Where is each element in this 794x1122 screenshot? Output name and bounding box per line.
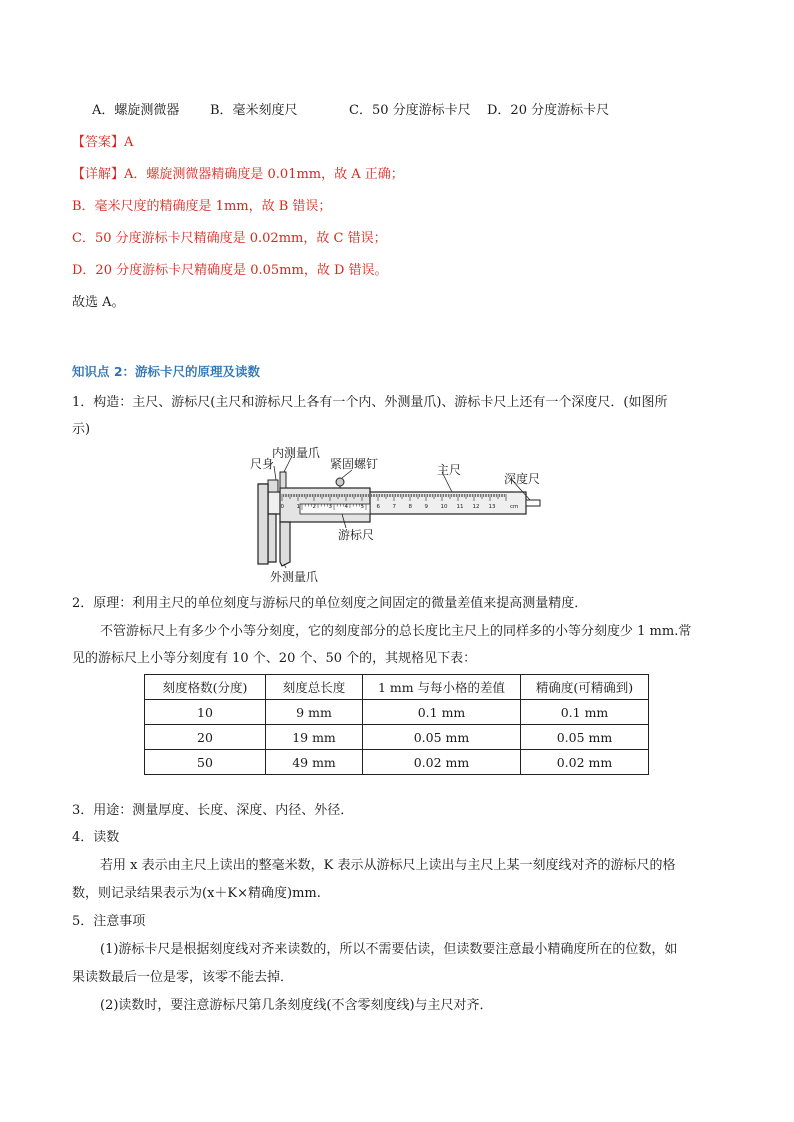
explanation-line-d: D．20 分度游标卡尺精确度是 0.05mm，故 D 错误。 bbox=[72, 263, 388, 278]
table-cell: 19 mm bbox=[266, 725, 363, 750]
explanation-line-a: 【详解】A．螺旋测微器精确度是 0.01mm，故 A 正确； bbox=[72, 167, 404, 182]
item5-line2: 果读数最后一位是零，该零不能去掉． bbox=[72, 970, 294, 985]
item1-line1: 1．构造：主尺、游标尺(主尺和游标尺上各有一个内、外测量爪)、游标卡尺上还有一个深度尺．(如图所 bbox=[72, 395, 668, 410]
main-scale-tick-label: 2 bbox=[312, 504, 316, 510]
item4-title: 4．读数 bbox=[72, 830, 120, 845]
main-scale-tick-label: 4 bbox=[344, 504, 348, 510]
table-cell: 20 bbox=[145, 725, 266, 750]
table-row bbox=[145, 750, 649, 775]
main-scale-tick-label: cm bbox=[510, 504, 519, 510]
label-screw: 紧固螺钉 bbox=[330, 457, 379, 471]
table-cell: 0.02 mm bbox=[521, 750, 649, 775]
main-scale-tick-label: 8 bbox=[408, 504, 412, 510]
inner-jaw-movable bbox=[280, 472, 286, 488]
table-cell: 0.1 mm bbox=[363, 700, 521, 725]
main-scale-tick-label: 11 bbox=[456, 504, 464, 510]
item2-line3: 见的游标尺上小等分刻度有 10 个、20 个、50 个的，其规格见下表： bbox=[72, 651, 477, 666]
section-title: 知识点 2：游标卡尺的原理及读数 bbox=[72, 364, 261, 379]
table-header: 1 mm 与每小格的差值 bbox=[363, 675, 521, 700]
item3-line: 3．用途：测量厚度、长度、深度、内径、外径． bbox=[72, 803, 354, 818]
table-row bbox=[145, 700, 649, 725]
explanation-line-c: C．50 分度游标卡尺精确度是 0.02mm，故 C 错误； bbox=[72, 231, 387, 246]
answer-line: 【答案】A bbox=[72, 135, 134, 150]
table-cell: 9 mm bbox=[266, 700, 363, 725]
label-depth-rod: 深度尺 bbox=[504, 472, 541, 486]
main-scale-tick-label: 9 bbox=[424, 504, 428, 510]
table-cell: 0.1 mm bbox=[521, 700, 649, 725]
main-scale-tick-label: 12 bbox=[472, 504, 480, 510]
table-cell: 50 bbox=[145, 750, 266, 775]
option-b: B．毫米刻度尺 bbox=[210, 103, 298, 118]
vernier-spec-table bbox=[144, 674, 649, 775]
table-cell: 0.05 mm bbox=[521, 725, 649, 750]
depth-rod bbox=[526, 500, 540, 506]
item1-line2: 示) bbox=[72, 422, 91, 437]
table-cell: 0.02 mm bbox=[363, 750, 521, 775]
item4-line2: 数，则记录结果表示为(x＋K×精确度)mm. bbox=[72, 886, 321, 901]
item5-title: 5．注意事项 bbox=[72, 914, 146, 929]
table-header: 刻度总长度 bbox=[266, 675, 363, 700]
table-row bbox=[145, 725, 649, 750]
item5-line1: (1)游标卡尺是根据刻度线对齐来读数的，所以不需要估读，但读数要注意最小精确度所在的位数，如 bbox=[100, 942, 678, 957]
table-header: 刻度格数(分度) bbox=[145, 675, 266, 700]
table-header-row bbox=[145, 675, 649, 700]
main-scale-tick-label: 5 bbox=[360, 504, 364, 510]
label-outer-jaw: 外测量爪 bbox=[270, 570, 319, 584]
outer-jaw-movable bbox=[280, 522, 290, 566]
conclusion-line: 故选 A。 bbox=[72, 295, 125, 310]
table-header: 精确度(可精确到) bbox=[521, 675, 649, 700]
main-scale-tick-label: 13 bbox=[488, 504, 496, 510]
main-scale-tick-label: 10 bbox=[440, 504, 448, 510]
item5-line3: (2)读数时，要注意游标尺第几条刻度线(不含零刻度线)与主尺对齐． bbox=[100, 998, 493, 1013]
explanation-line-b: B．毫米尺度的精确度是 1mm，故 B 错误； bbox=[72, 199, 332, 214]
table-cell: 10 bbox=[145, 700, 266, 725]
option-c: C．50 分度游标卡尺 bbox=[349, 103, 471, 118]
table-cell: 49 mm bbox=[266, 750, 363, 775]
option-a: A．螺旋测微器 bbox=[92, 103, 180, 118]
main-scale-tick-label: 3 bbox=[328, 504, 332, 510]
item2-line2: 不管游标尺上有多少个小等分刻度，它的刻度部分的总长度比主尺上的同样多的小等分刻度少 1 mm.常 bbox=[100, 624, 692, 639]
item4-line1: 若用 x 表示由主尺上读出的整毫米数，K 表示从游标尺上读出与主尺上某一刻度线对齐的游标尺的格 bbox=[100, 858, 676, 873]
vernier-caliper-figure bbox=[242, 442, 554, 586]
locking-screw bbox=[336, 478, 344, 486]
label-vernier: 游标尺 bbox=[338, 528, 375, 542]
label-inner-jaw: 内测量爪 bbox=[272, 446, 321, 460]
label-ruler-body: 尺身 bbox=[250, 457, 275, 471]
table-cell: 0.05 mm bbox=[363, 725, 521, 750]
label-main-scale: 主尺 bbox=[437, 463, 462, 477]
main-scale-tick-label: 7 bbox=[392, 504, 396, 510]
option-d: D．20 分度游标卡尺 bbox=[487, 103, 610, 118]
main-scale-tick-label: 0 bbox=[280, 504, 284, 510]
main-scale-tick-label: 1 bbox=[296, 504, 300, 510]
main-scale-tick-label: 6 bbox=[376, 504, 380, 510]
inner-jaw-fixed bbox=[268, 480, 278, 492]
item2-line1: 2．原理：利用主尺的单位刻度与游标尺的单位刻度之间固定的微量差值来提高测量精度． bbox=[72, 596, 588, 611]
